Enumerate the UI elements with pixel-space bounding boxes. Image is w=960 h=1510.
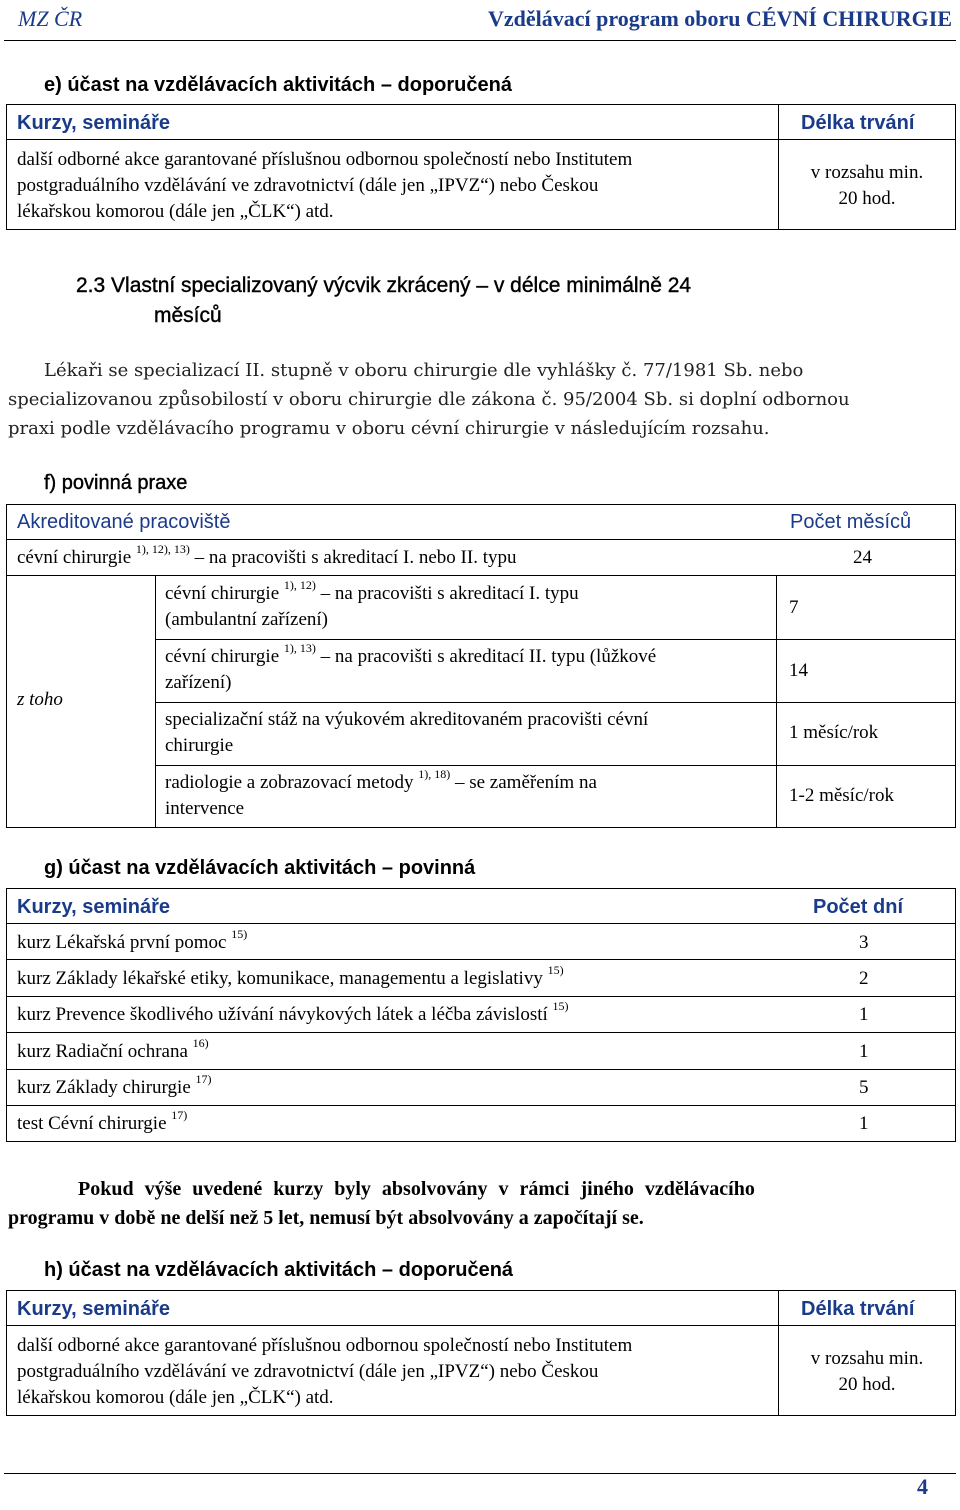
main-row-sup: 1), 12), 13)	[135, 542, 190, 556]
g-row-1-name: kurz Lékařská první pomoc $^{15)}$	[17, 927, 248, 953]
section-g-heading: g) účast na vzdělávacích aktivitách – povinná	[44, 857, 476, 879]
section-e-table	[6, 104, 956, 230]
g-row-5-name: kurz Základy chirurgie $^{17)}$	[17, 1072, 212, 1098]
section-h-text-line1: další odborné akce garantované příslušnou odbornou společností nebo Institutem	[17, 1335, 633, 1356]
section-e-text-line2: postgraduálního vzdělávání ve zdravotnictví (dále jen „IPVZ“) nebo Českou	[17, 175, 599, 196]
sub-row-4-line1: radiologie a zobrazovací metody $^{1), 18)}$ – se zaměřením na	[165, 767, 597, 793]
g-row-4-name: kurz Radiační ochrana $^{16)}$	[17, 1036, 209, 1062]
section-h-duration-line1: v rozsahu min.	[810, 1348, 924, 1369]
g-row-2-value: 2	[859, 968, 869, 989]
section-23-para-line3: praxi podle vzdělávacího programu v oboru cévní chirurgie v následujícím rozsahu.	[8, 418, 770, 439]
sub-row-1-line2: (ambulantní zařízení)	[165, 609, 329, 630]
g-row-4-value: 1	[859, 1041, 869, 1062]
header-divider	[4, 40, 956, 41]
section-e-duration-line1: v rozsahu min.	[810, 162, 924, 183]
section-f-main-row-value: 24	[853, 547, 872, 568]
section-h-heading: h) účast na vzdělávacích aktivitách – doporučená	[44, 1259, 514, 1281]
section-h-table	[6, 1290, 956, 1416]
section-f-heading: f) povinná praxe	[44, 472, 188, 494]
section-f-col2-header: Počet měsíců	[790, 511, 912, 533]
section-e-col2-header: Délka trvání	[801, 112, 915, 134]
section-e-text-line1: další odborné akce garantované příslušnou odbornou společností nebo Institutem	[17, 149, 633, 170]
g-row-6-name: test Cévní chirurgie $^{17)}$	[17, 1108, 188, 1134]
section-f-table	[6, 504, 956, 828]
g-row-3-name: kurz Prevence škodlivého užívání návykových látek a léčba závislostí $^{15)}$	[17, 999, 569, 1025]
section-23-para-line1: Lékaři se specializací II. stupně v oboru chirurgie dle vyhlášky č. 77/1981 Sb. nebo	[44, 360, 804, 381]
g-row-1-value: 3	[859, 932, 869, 953]
sub-row-2-line1: cévní chirurgie $^{1), 13)}$ – na pracovišti s akreditací II. typu (lůžkové	[165, 641, 657, 667]
sub-row-1-value: 7	[789, 597, 799, 618]
section-g-col1-header: Kurzy, semináře	[17, 896, 171, 918]
section-h-text-line2: postgraduálního vzdělávání ve zdravotnictví (dále jen „IPVZ“) nebo Českou	[17, 1361, 599, 1382]
section-h-duration-line2: 20 hod.	[838, 1374, 896, 1395]
section-g-note-line1: Pokud výše uvedené kurzy byly absolvovány v rámci jiného vzdělávacího	[78, 1178, 755, 1200]
section-g-table	[6, 888, 956, 1142]
sub-row-4-line2: intervence	[165, 798, 245, 819]
section-g-note-line2: programu v době ne delší než 5 let, nemusí být absolvovány a započítají se.	[8, 1207, 644, 1229]
section-g-col2-header: Počet dní	[813, 896, 904, 918]
header-right-title: Vzdělávací program oboru CÉVNÍ CHIRURGIE	[487, 6, 952, 31]
section-f-ztoho-label: z toho	[17, 689, 63, 710]
section-h-text-line3: lékařskou komorou (dále jen „ČLK“) atd.	[17, 1387, 334, 1408]
sub-row-1-line1: cévní chirurgie $^{1), 12)}$ – na pracovišti s akreditací I. typu	[165, 578, 579, 604]
section-e-text-line3: lékařskou komorou (dále jen „ČLK“) atd.	[17, 201, 334, 222]
section-h-col2-header: Délka trvání	[801, 1298, 915, 1320]
section-e-heading: e) účast na vzdělávacích aktivitách – doporučená	[44, 74, 512, 96]
main-row-rest: – na pracovišti s akreditací I. nebo II. typu	[189, 547, 517, 568]
sub-row-2-line2: zařízení)	[165, 672, 232, 693]
section-23-para-line2: specializovanou způsobilostí v oboru chirurgie dle zákona č. 95/2004 Sb. si doplní odbornou	[8, 389, 850, 410]
g-row-5-value: 5	[859, 1077, 869, 1098]
sub-row-4-value: 1-2 měsíc/rok	[789, 785, 895, 806]
g-row-6-value: 1	[859, 1113, 869, 1134]
section-f-main-row	[17, 542, 517, 571]
sub-row-3-value: 1 měsíc/rok	[789, 722, 879, 743]
section-e-col1-header: Kurzy, semináře	[17, 112, 171, 134]
section-23-heading-line2: měsíců	[154, 304, 222, 327]
g-row-2-name: kurz Základy lékařské etiky, komunikace, managementu a legislativy $^{15)}$	[17, 963, 564, 989]
g-row-3-value: 1	[859, 1004, 869, 1025]
section-h-col1-header: Kurzy, semináře	[17, 1298, 171, 1320]
sub-row-3-line2: chirurgie	[165, 735, 234, 756]
section-e-duration-line2: 20 hod.	[838, 188, 896, 209]
sub-row-2-value: 14	[789, 660, 808, 681]
header-left-title: MZ ČR	[18, 6, 83, 31]
main-row-name: cévní chirurgie	[17, 547, 132, 568]
page-number: 4	[917, 1474, 928, 1499]
section-23-heading-line1: 2.3 Vlastní specializovaný výcvik zkrácený – v délce minimálně 24	[76, 274, 692, 297]
sub-row-3-line1: specializační stáž na výukovém akreditovaném pracovišti cévní	[165, 709, 649, 730]
section-f-col1-header: Akreditované pracoviště	[17, 511, 231, 533]
footer-divider	[4, 1473, 956, 1474]
